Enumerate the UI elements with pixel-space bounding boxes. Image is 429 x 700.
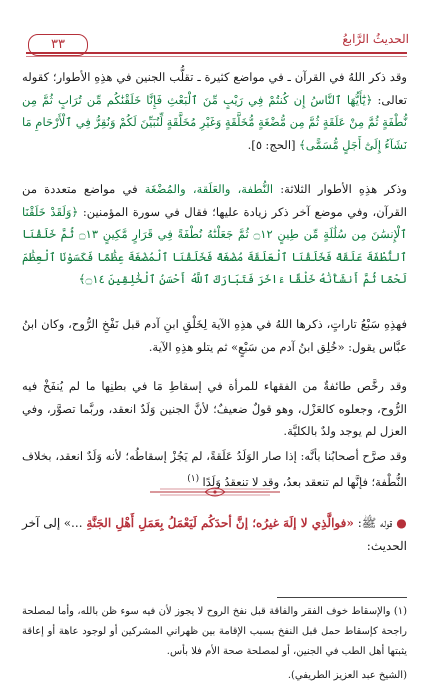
paragraph-2 bbox=[22, 178, 407, 291]
hadith-text: «فوالَّذِي لا إلَهَ غيرُه؛ إنَّ أحدَكُم لَيَعْمَلُ بِعَمَلِ أَهْلِ الجَنَّةِ bbox=[86, 516, 354, 530]
ibn-abbas-quote: «خُلِق ابنُ آدم من سَبْعٍ» bbox=[231, 339, 345, 354]
running-header-title: الحديثُ الرَّابعُ bbox=[342, 32, 409, 46]
paragraph-1 bbox=[22, 66, 407, 156]
paragraph-4-text: وقد رخَّص طائفةٌ من الفقهاء للمرأة في إسقاطِ مَا في بطنِها ما لم يُنفَخْ فيه الرُّوح، وجعلوه كالعَزْل، وهو قولٌ ضعيفٌ؛ لأنَّ الجنين وَلَدٌ انعقد، وربَّما تصوَّر، وفي العزل لم يوجد ولدٌ بالكليَّة. bbox=[22, 379, 407, 439]
footnote bbox=[22, 602, 407, 662]
quran-verse-muminun: ﴿وَلَقَدْ خَلَقْنَا ٱلْإِنسَٰنَ مِن سُلَٰلَةٍ مِّن طِينٍ ۝١٢ ثُمَّ جَعَلْنَٰهُ نُطْفَةً فِي قَرَارٍ مَّكِينٍ ۝١٣ ثُمَّ خَلَقْنَا ٱلنُّطْفَةَ عَلَقَةً فَخَلَقْنَا ٱلْعَلَقَةَ مُضْغَةً فَخَلَقْنَا ٱلْمُضْغَةَ عِظَٰمًا فَكَسَوْنَا ٱلْعِظَٰمَ لَحْمًا ثُمَّ أَنشَأْنَٰهُ خَلْقًا ءَاخَرَ فَتَبَارَكَ ٱللَّهُ أَحْسَنُ ٱلْخَٰلِقِينَ ۝١٤﴾ bbox=[22, 204, 407, 287]
paragraph-6-intro: قوله ﷺ: bbox=[357, 516, 393, 530]
footnote-text: والإسقاط خوف الفقر والفاقة قبل نفخ الروح لا يجوز لأن فيه سوء ظن بالله، وأما لمصلحة راجحة كإسقاط حمل قبل النفخ بسبب الإقامة بين ظهراني المشركين أو لوجود عاهة أو إعاقة يثبتها أهل الطب في الجنين، أو لمصلحة صحة الأم فلا بأس. bbox=[22, 606, 407, 657]
footnote-separator bbox=[277, 597, 407, 598]
paragraph-2-intro: وذكر هذِهِ الأطوار الثلاثة: bbox=[280, 182, 407, 196]
paragraph-6 bbox=[22, 512, 407, 557]
footnote-attribution: (الشيخ عبد العزيز الطريفي). bbox=[287, 670, 407, 681]
page-number: ٣٣ bbox=[28, 34, 88, 56]
bullet-icon: ● bbox=[396, 516, 408, 530]
paragraph-1-text: وقد ذكر اللهُ في القرآن ـ في مواضع كثيرة ـ تقلُّب الجنين في هذِهِ الأطوار؛ كقوله تعالى: bbox=[22, 70, 407, 107]
footnote-marker: (١) bbox=[393, 606, 408, 617]
paragraph-3-text: فهذِهِ سَبْعُ تاراتٍ، ذكرها اللهُ في هذِهِ الآية لِخَلْقِ ابنِ آدم قبل نَفْخِ الرُّوح، وكان ابنُ عبَّاس يقول: bbox=[22, 317, 407, 354]
footnote-reference: (١) bbox=[187, 473, 200, 484]
footnote-attribution-line bbox=[22, 666, 407, 686]
header-rule bbox=[26, 52, 407, 54]
verse-reference: [الحج: ٥]. bbox=[247, 137, 296, 152]
quran-verse-hajj: ﴿يَٰٓأَيُّهَا ٱلنَّاسُ إِن كُنتُمْ فِي رَيْبٍ مِّنَ ٱلْبَعْثِ فَإِنَّا خَلَقْنَٰكُم مِّن تُرَابٍ ثُمَّ مِن نُّطْفَةٍ ثُمَّ مِنْ عَلَقَةٍ ثُمَّ مِن مُّضْغَةٍ مُّخَلَّقَةٍ وَغَيْرِ مُخَلَّقَةٍ لِّنُبَيِّنَ لَكُمْ وَنُقِرُّ فِي ٱلْأَرْحَامِ مَا نَشَآءُ إِلَىٰٓ أَجَلٍ مُّسَمًّى﴾ bbox=[22, 92, 407, 152]
paragraph-3 bbox=[22, 313, 407, 358]
header-rule-thin bbox=[26, 56, 407, 57]
paragraph-5-text: وقد صرَّح أصحابُنا بأنَّه: إذا صار الوَلَدُ عَلَقةً، لم يَجُزْ إسقاطُه؛ لأنه وَلَدٌ انعقد، بخلاف النُّطْفة؛ فإنَّها لم تنعقد بعدُ، وقد لا تنعقدُ وَلَدًا bbox=[22, 449, 407, 489]
ornament-divider bbox=[150, 485, 280, 499]
paragraph-3-end: ثم يتلو هذِهِ الآية. bbox=[148, 339, 228, 354]
paragraph-2-text: في مواضع متعددة من القرآن، وفي موضع آخر ذكر زيادة عليها؛ فقال في سورة المؤمنين: bbox=[22, 182, 407, 219]
paragraph-2-terms: النُّطفة، والعَلَقة، والمُضْغَة bbox=[144, 182, 274, 196]
paragraph-6-end: ...» إلى آخر الحديث: bbox=[22, 516, 407, 553]
paragraph-4 bbox=[22, 375, 407, 443]
